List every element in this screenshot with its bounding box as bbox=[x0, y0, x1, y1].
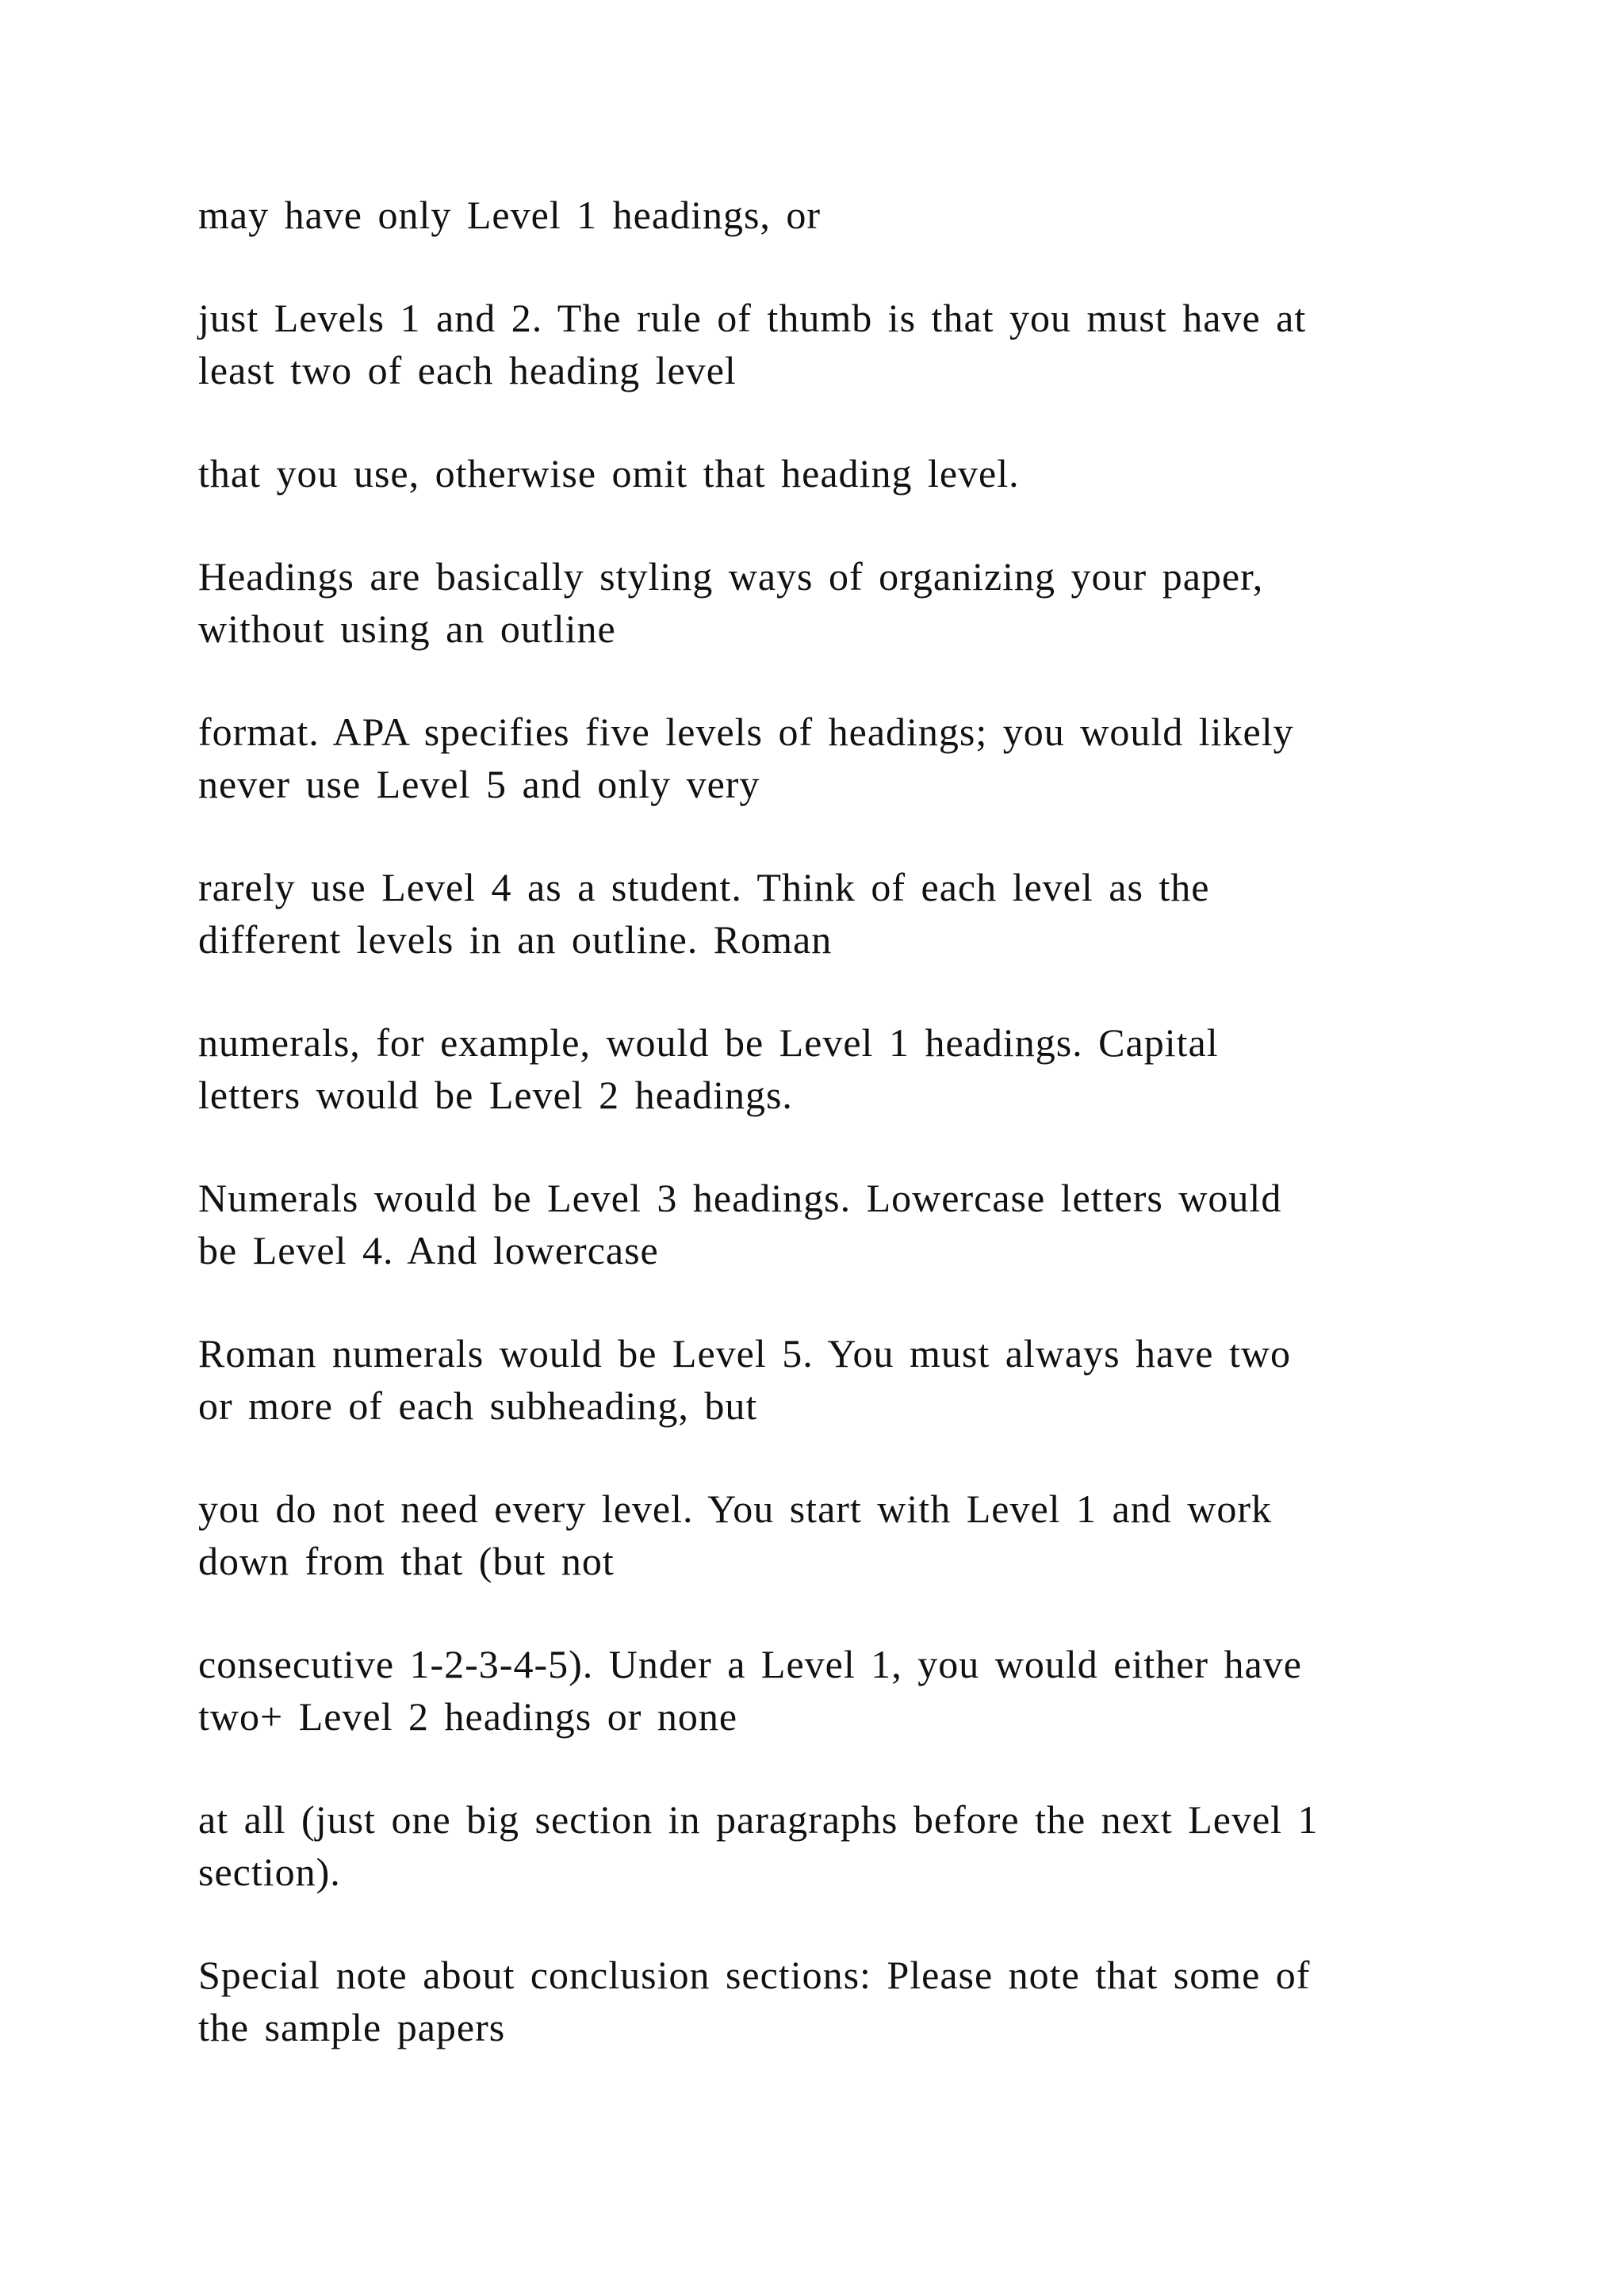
text-line: least two of each heading level bbox=[198, 348, 737, 392]
paragraph bbox=[198, 1327, 1435, 1432]
text-line: you do not need every level. You start with Level 1 and work bbox=[198, 1487, 1272, 1531]
text-line: the sample papers bbox=[198, 2005, 506, 2049]
paragraph bbox=[198, 447, 1435, 499]
text-line: be Level 4. And lowercase bbox=[198, 1228, 659, 1272]
text-line: consecutive 1-2-3-4-5). Under a Level 1, you would either have bbox=[198, 1642, 1302, 1686]
text-line: or more of each subheading, but bbox=[198, 1383, 758, 1428]
text-line: section). bbox=[198, 1850, 341, 1894]
text-line: Headings are basically styling ways of organizing your paper, bbox=[198, 554, 1264, 599]
paragraph bbox=[198, 1016, 1435, 1121]
text-line: just Levels 1 and 2. The rule of thumb is that you must have at bbox=[198, 296, 1307, 340]
text-line: without using an outline bbox=[198, 607, 616, 651]
paragraph bbox=[198, 292, 1435, 396]
text-line: two+ Level 2 headings or none bbox=[198, 1694, 738, 1739]
text-line: never use Level 5 and only very bbox=[198, 762, 760, 806]
text-line: different levels in an outline. Roman bbox=[198, 917, 833, 962]
text-line: at all (just one big section in paragraphs before the next Level 1 bbox=[198, 1797, 1319, 1842]
paragraph bbox=[198, 1793, 1435, 1898]
document-body bbox=[198, 189, 1435, 2104]
paragraph bbox=[198, 550, 1435, 655]
paragraph bbox=[198, 706, 1435, 810]
paragraph bbox=[198, 861, 1435, 966]
text-line: format. APA specifies five levels of headings; you would likely bbox=[198, 710, 1294, 754]
text-line: down from that (but not bbox=[198, 1539, 615, 1583]
paragraph bbox=[198, 1172, 1435, 1276]
text-line: Roman numerals would be Level 5. You must always have two bbox=[198, 1331, 1291, 1376]
paragraph bbox=[198, 189, 1435, 241]
paragraph bbox=[198, 1483, 1435, 1587]
text-line: numerals, for example, would be Level 1 headings. Capital bbox=[198, 1020, 1219, 1065]
paragraph bbox=[198, 1949, 1435, 2053]
text-line: rarely use Level 4 as a student. Think of each level as the bbox=[198, 865, 1210, 909]
text-line: Numerals would be Level 3 headings. Lowercase letters would bbox=[198, 1176, 1282, 1220]
text-line: letters would be Level 2 headings. bbox=[198, 1073, 793, 1117]
text-line: that you use, otherwise omit that heading level. bbox=[198, 451, 1020, 496]
paragraph bbox=[198, 1638, 1435, 1743]
text-line: may have only Level 1 headings, or bbox=[198, 193, 822, 237]
text-line: Special note about conclusion sections: Please note that some of bbox=[198, 1953, 1311, 1997]
